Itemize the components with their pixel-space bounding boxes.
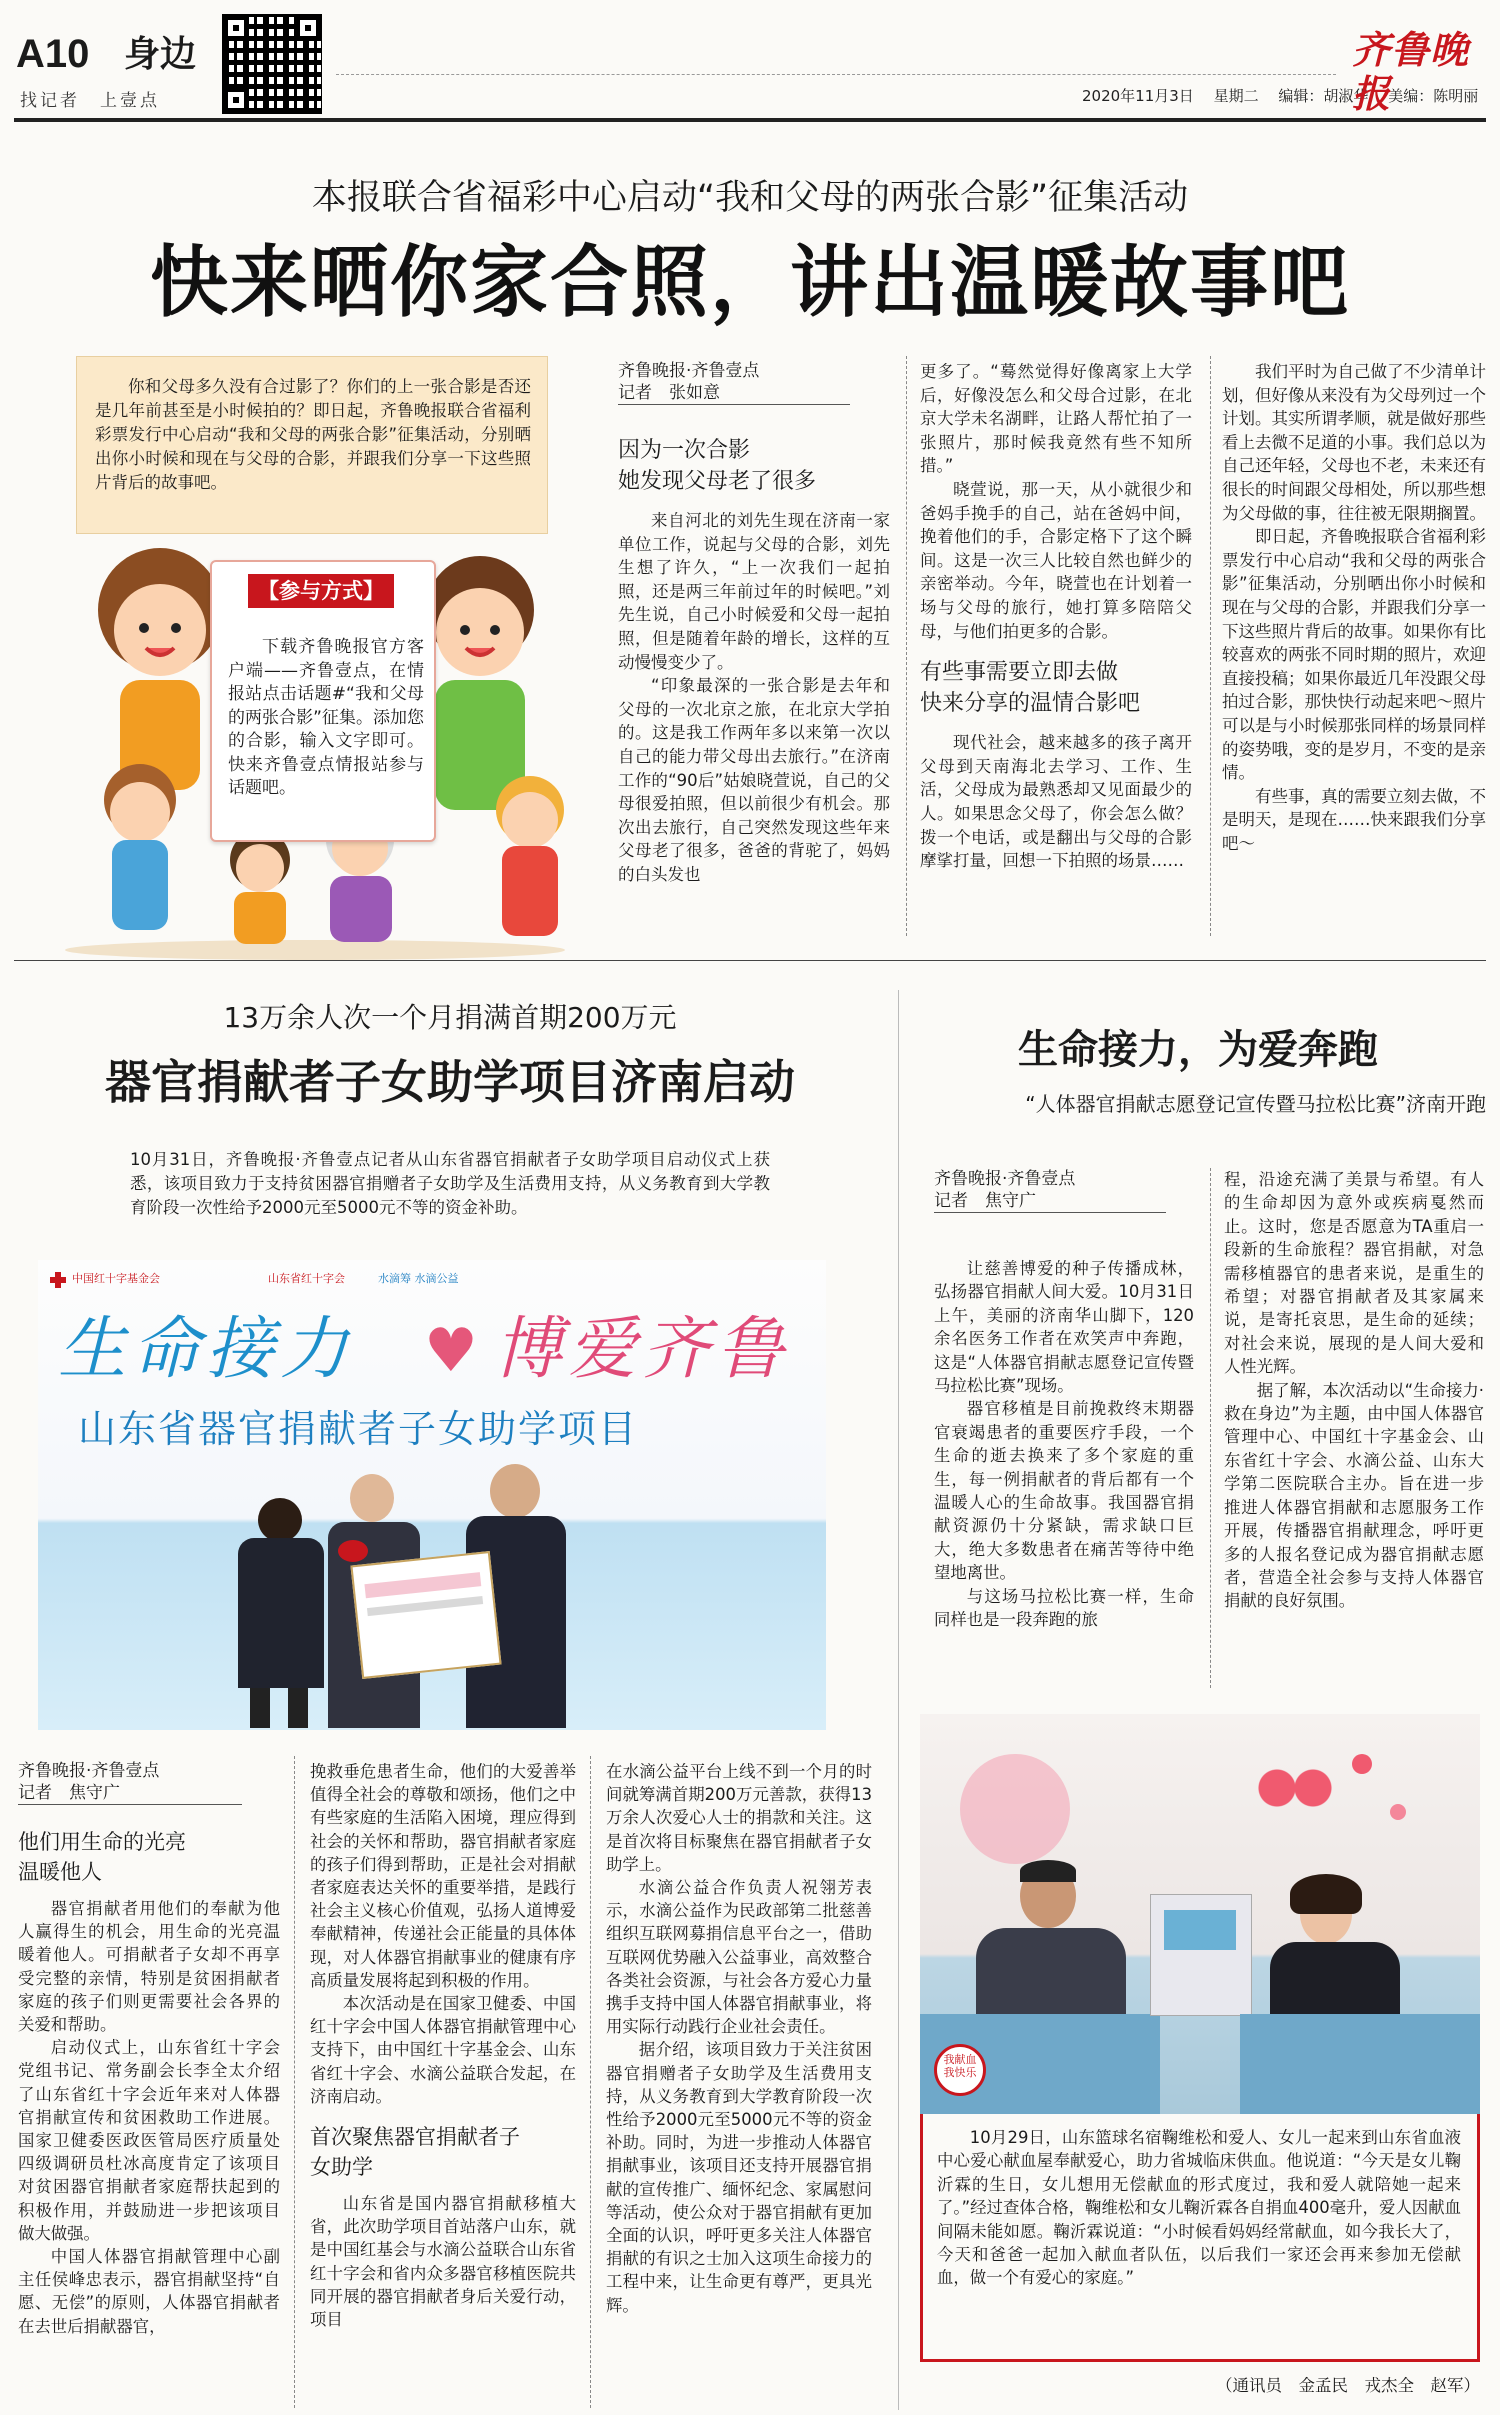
story3-col1 [934, 1168, 1194, 1632]
story2-subhead2: 首次聚焦器官捐献者子女助学 [310, 2125, 520, 2180]
heart-icon: ♥ [424, 1316, 478, 1386]
story1-byline2: 记者 张如意 [618, 382, 850, 405]
photo-banner-sub: 山东省器官捐献者子女助学项目 [78, 1407, 639, 1451]
join-label: 【参与方式】 [248, 574, 394, 608]
story1-col3-p1: 我们平时为自己做了不少清单计划，但好像从来没有为父母列过一个计划。其实所谓孝顺，就是做好那些看上去微不足道的小事。我们总以为自己还年轻，父母也不老，未来还有很长的时间跟父母相处，所以那些想为父母做的事，往往被无限期搁置。 [1222, 362, 1486, 523]
story1-lead-box [76, 356, 548, 534]
story1-byline1: 齐鲁晚报·齐鲁壹点 [618, 361, 760, 381]
story1-lead: 你和父母多久没有合过影了？你们的上一张合影是否还是几年前甚至是小时候拍的？即日起，齐鲁晚报联合省福利彩票发行中心启动“我和父母的两张合影”征集活动，分别晒出你小时候和现在与父母的合影，并跟我们分享一下这些照片背后的故事吧。 [95, 377, 531, 492]
join-card [210, 560, 436, 842]
story1-col1 [618, 360, 890, 887]
story3-col2 [1224, 1168, 1484, 1613]
story2-photo [38, 1260, 826, 1730]
story2-c1-p3: 中国人体器官捐献管理中心副主任侯峰忠表示，器官捐献坚持“自愿、无偿”的原则，人体器官捐献者在去世后捐献器官， [18, 2247, 280, 2336]
join-text: 下载齐鲁晚报官方客户端——齐鲁壹点，在情报站点击话题#“我和父母的两张合影”征集。添加您的合影，输入文字即可。快来齐鲁壹点情报站参与话题吧。 [228, 637, 424, 798]
story2-c1-p1: 器官捐献者用他们的奉献为他人赢得生的机会，用生命的光亮温暖着他人。可捐献者子女却不再享受完整的亲情，特别是贫困捐献者家庭的孩子们则更需要社会各界的关爱和帮助。 [18, 1899, 280, 2035]
red-cross-logo [50, 1272, 66, 1288]
story3-caption: 10月29日，山东篮球名宿鞠维松和爱人、女儿一起来到山东省血液中心爱心献血屋奉献爱心，助力省城临床供血。他说道：“今天是女儿鞠沂霖的生日，女儿想用无偿献血的形式度过，我和爱人就陪她一起来了。”经过查体合格，鞠维松和女儿鞠沂霖各自捐血400毫升，爱人因献血间隔未能如愿。鞠沂霖说道：“小时候看妈妈经常献血，如今我长大了，今天和爸爸一起加入献血者队伍，以后我们一家还会再来参加无偿献血，做一个有爱心的家庭。” [937, 2128, 1461, 2288]
brand-logo: 齐鲁晚报 [1352, 27, 1470, 116]
story3-c2-p2: 据了解，本次活动以“生命接力·救在身边”为主题，由中国人体器官管理中心、中国红十字基金会、山东省红十字会、水滴公益、山东大学第二医院联合主办。旨在进一步推进人体器官捐献和志愿服务工作开展，传播器官捐献理念，呼吁更多的人报名登记成为器官捐献志愿者，营造全社会参与支持人体器官捐献的良好氛围。 [1224, 1380, 1484, 1611]
page-number: A10 [16, 32, 90, 76]
story2-lead: 10月31日，齐鲁晚报·齐鲁壹点记者从山东省器官捐献者子女助学项目启动仪式上获悉，该项目致力于支持贫困器官捐赠者子女助学及生活费用支持，从义务教育到大学教育阶段一次性给予2000元至5000元不等的资金补助。 [130, 1150, 770, 1217]
masthead-dashed-rule [336, 74, 1336, 75]
photo-sticker: 我献血我快乐 [934, 2044, 986, 2096]
story1-headline: 快来晒你家合照，讲出温暖故事吧 [149, 238, 1350, 328]
story3-c1-p1: 让慈善博爱的种子传播成林，弘扬器官捐献人间大爱。10月31日上午，美丽的济南华山脚下，120余名医务工作者在欢笑声中奔跑，这是“人体器官捐献志愿登记宣传暨马拉松比赛”现场。 [934, 1259, 1194, 1396]
story1-col3 [1222, 360, 1486, 855]
story2-kicker: 13万余人次一个月捐满首期200万元 [223, 1001, 677, 1034]
story1-subhead1: 因为一次合影 她发现父母老了很多 [618, 438, 817, 494]
story1-col2-p3: 现代社会，越来越多的孩子离开父母到天南海北去学习、工作、生活，父母成为最熟悉却又见面最少的人。如果思念父母了，你会怎么做？拨一个电话，或是翻出与父母的合影摩挲打量，回想一下拍照的场景…… [920, 733, 1192, 871]
story2-col1 [18, 1760, 280, 2338]
story2-byline2: 记者 焦守广 [18, 1782, 242, 1805]
story3-subhead: “人体器官捐献志愿登记宣传暨马拉松比赛”济南开跑 [1025, 1092, 1486, 1116]
masthead-date: 2020年11月3日 [1082, 87, 1194, 105]
masthead-slogan: 找记者 上壹点 [20, 91, 160, 111]
story2-c2-p2: 本次活动是在国家卫健委、中国红十字会中国人体器官捐献管理中心支持下，由中国红十字基金会、山东省红十字会、水滴公益联合发起，在济南启动。 [310, 1994, 576, 2106]
story3-byline1: 齐鲁晚报·齐鲁壹点 [934, 1169, 1076, 1189]
story2-c2-p1: 挽救垂危患者生命，他们的大爱善举值得全社会的尊敬和颂扬，他们之中有些家庭的生活陷入困境，理应得到社会的关怀和帮助，器官捐献者家庭的孩子们得到帮助，正是社会对捐献者家庭表达关怀的重要举措，是践行社会主义核心价值观，弘扬人道博爱奉献精神，传递社会正能量的具体体现，对人体器官捐献事业的健康有序高质量发展将起到积极的作用。 [310, 1762, 576, 1990]
story1-col2-p2: 晓萱说，那一天，从小就很少和爸妈手挽手的自己，站在爸妈中间，挽着他们的手，合影定格下了这个瞬间。这是一次三人比较自然也鲜少的亲密举动。今年，晓萱也在计划着一场与父母的旅行，她打算多陪陪父母，与他们拍更多的合影。 [920, 479, 1192, 641]
story3-c1-p2: 器官移植是目前挽救终末期器官衰竭患者的重要医疗手段，一个生命的逝去换来了多个家庭的重生，每一例捐献者的背后都有一个温暖人心的生命故事。我国器官捐献资源仍十分紧缺，需求缺口巨大，绝大多数患者在痛苦等待中绝望地离世。 [934, 1399, 1194, 1583]
story3-byline2: 记者 焦守广 [934, 1190, 1166, 1213]
story1-col3-p2: 即日起，齐鲁晚报联合省福利彩票发行中心启动“我和父母的两张合影”征集活动，分别晒出你小时候和现在与父母的合影，并跟我们分享一下这些照片背后的故事。如果你有比较喜欢的两张不同时期的照片，欢迎直接投稿；如果你最近几年没跟父母拍过合影，那快快行动起来吧～照片可以是与小时候那张同样的场景同样的姿势哦，变的是岁月，不变的是亲情。 [1222, 527, 1486, 783]
story1-subhead2: 有些事需要立即去做 快来分享的温情合影吧 [920, 660, 1141, 717]
story3-c1-p3: 与这场马拉松比赛一样，生命同样也是一段奔跑的旅 [934, 1586, 1194, 1630]
section-name: 身边 [124, 34, 197, 75]
masthead [0, 0, 1500, 140]
cartoon-family-illustration [60, 540, 580, 960]
story1-kicker: 本报联合省福彩中心启动“我和父母的两张合影”征集活动 [311, 178, 1189, 218]
story3-c2-p1: 程，沿途充满了美景与希望。有人的生命却因为意外或疾病戛然而止。这时，您是否愿意为TA重启一段新的生命旅程？器官捐献，对急需移植器官的患者来说，是重生的希望；对器官捐献者及其家属来说，是寄托哀思，是生命的延续；对社会来说，展现的是人间大爱和人性光辉。 [1224, 1170, 1484, 1377]
story2-subhead1: 他们用生命的光亮 温暖他人 [18, 1830, 186, 1884]
photo-logo3: 水滴筹 水滴公益 [378, 1272, 459, 1285]
story1-col1-p2: “印象最深的一张合影是去年和父母的一次北京之旅，在北京大学拍的。这是我工作两年多以来第一次以自己的能力带父母出去旅行。”在济南工作的“90后”姑娘晓萱说，自己的父母很爱拍照，但以前很少有机会。那次出去旅行，自己突然发现这些年来父母老了很多，爸爸的背驼了，妈妈的白头发也 [618, 676, 890, 884]
photo-banner-right: 博爱齐鲁 [494, 1310, 791, 1389]
photo-logo1: 中国红十字基金会 [72, 1272, 160, 1285]
masthead-rule [14, 118, 1486, 122]
story1-col3-p3: 有些事，真的需要立刻去做，不是明天，是现在……快来跟我们分享吧～ [1222, 786, 1486, 853]
story3-headline: 生命接力，为爱奔跑 [1018, 1027, 1378, 1073]
story2-c3-p3: 据介绍，该项目致力于关注贫困器官捐赠者子女助学及生活费用支持，从义务教育到大学教育阶段一次性给予2000元至5000元不等的资金补助。同时，为进一步推动人体器官捐献事业，该项目还支持开展器官捐献的宣传推广、缅怀纪念、家属慰问等活动，使公众对于器官捐献有更加全面的认识，呼吁更多关注人体器官捐献的有识之士加入这项生命接力的工程中来，让生命更有尊严，更具光辉。 [606, 2040, 872, 2315]
story2-col2 [310, 1760, 576, 2331]
story2-byline1: 齐鲁晚报·齐鲁壹点 [18, 1761, 160, 1781]
story2-c3-p2: 水滴公益合作负责人祝翎芳表示，水滴公益作为民政部第二批慈善组织互联网募捐信息平台之一，借助互联网优势融入公益事业，高效整合各类社会资源，与社会各方爱心力量携手支持中国人体器官捐献事业，将用实际行动践行企业社会责任。 [606, 1878, 872, 2037]
masthead-weekday: 星期二 [1213, 87, 1259, 105]
photo-banner-left: 生命接力 [58, 1310, 355, 1389]
story2-col3 [606, 1760, 872, 2317]
qr-code-icon[interactable] [222, 14, 322, 114]
story-separator [14, 960, 1486, 961]
story3-photo [920, 1714, 1480, 2114]
story2-c3-p1: 在水滴公益平台上线不到一个月的时间就筹满首期200万元善款，获得13万余人次爱心人士的捐款和关注。这是首次将目标聚焦在器官捐献者子女助学上。 [606, 1762, 872, 1874]
story2-headline: 器官捐献者子女助学项目济南启动 [105, 1055, 795, 1109]
photo-logo2: 山东省红十字会 [268, 1272, 345, 1285]
masthead-editor: 编辑：胡淑华 [1278, 87, 1369, 105]
story2-c1-p2: 启动仪式上，山东省红十字会党组书记、常务副会长李全太介绍了山东省红十字会近年来对人体器官捐献宣传和贫困救助工作进展。国家卫健委医政医管局医疗质量处四级调研员杜冰高度肯定了该项目对贫困器官捐献者家庭帮扶起到的积极作用，并鼓励进一步把该项目做大做强。 [18, 2038, 280, 2243]
story3-credit: （通讯员 金孟民 戎杰全 赵军） [1216, 2376, 1480, 2395]
masthead-designer: 美编：陈明丽 [1388, 87, 1479, 105]
story1-col1-p1: 来自河北的刘先生现在济南一家单位工作，说起与父母的合影，刘先生想了许久，“上一次我们一起拍照，还是两三年前过年的时候吧。”刘先生说，自己小时候爱和父母一起拍照，但是随着年龄的增长，这样的互动慢慢变少了。 [618, 511, 890, 672]
story3-caption-box [920, 2114, 1480, 2362]
story2-c2-p3: 山东省是国内器官捐献移植大省，此次助学项目首站落户山东，就是中国红基会与水滴公益联合山东省红十字会和省内众多器官移植医院共同开展的器官捐献者身后关爱行动，项目 [310, 2194, 576, 2330]
story1-col2 [920, 360, 1192, 873]
photo-plaque [350, 1551, 501, 1679]
story1-col2-p1: 更多了。“蓦然觉得好像离家上大学后，好像没怎么和父母合过影，在北京大学未名湖畔，让路人帮忙拍了一张照片，那时候我竟然有些不知所措。” [920, 362, 1192, 476]
